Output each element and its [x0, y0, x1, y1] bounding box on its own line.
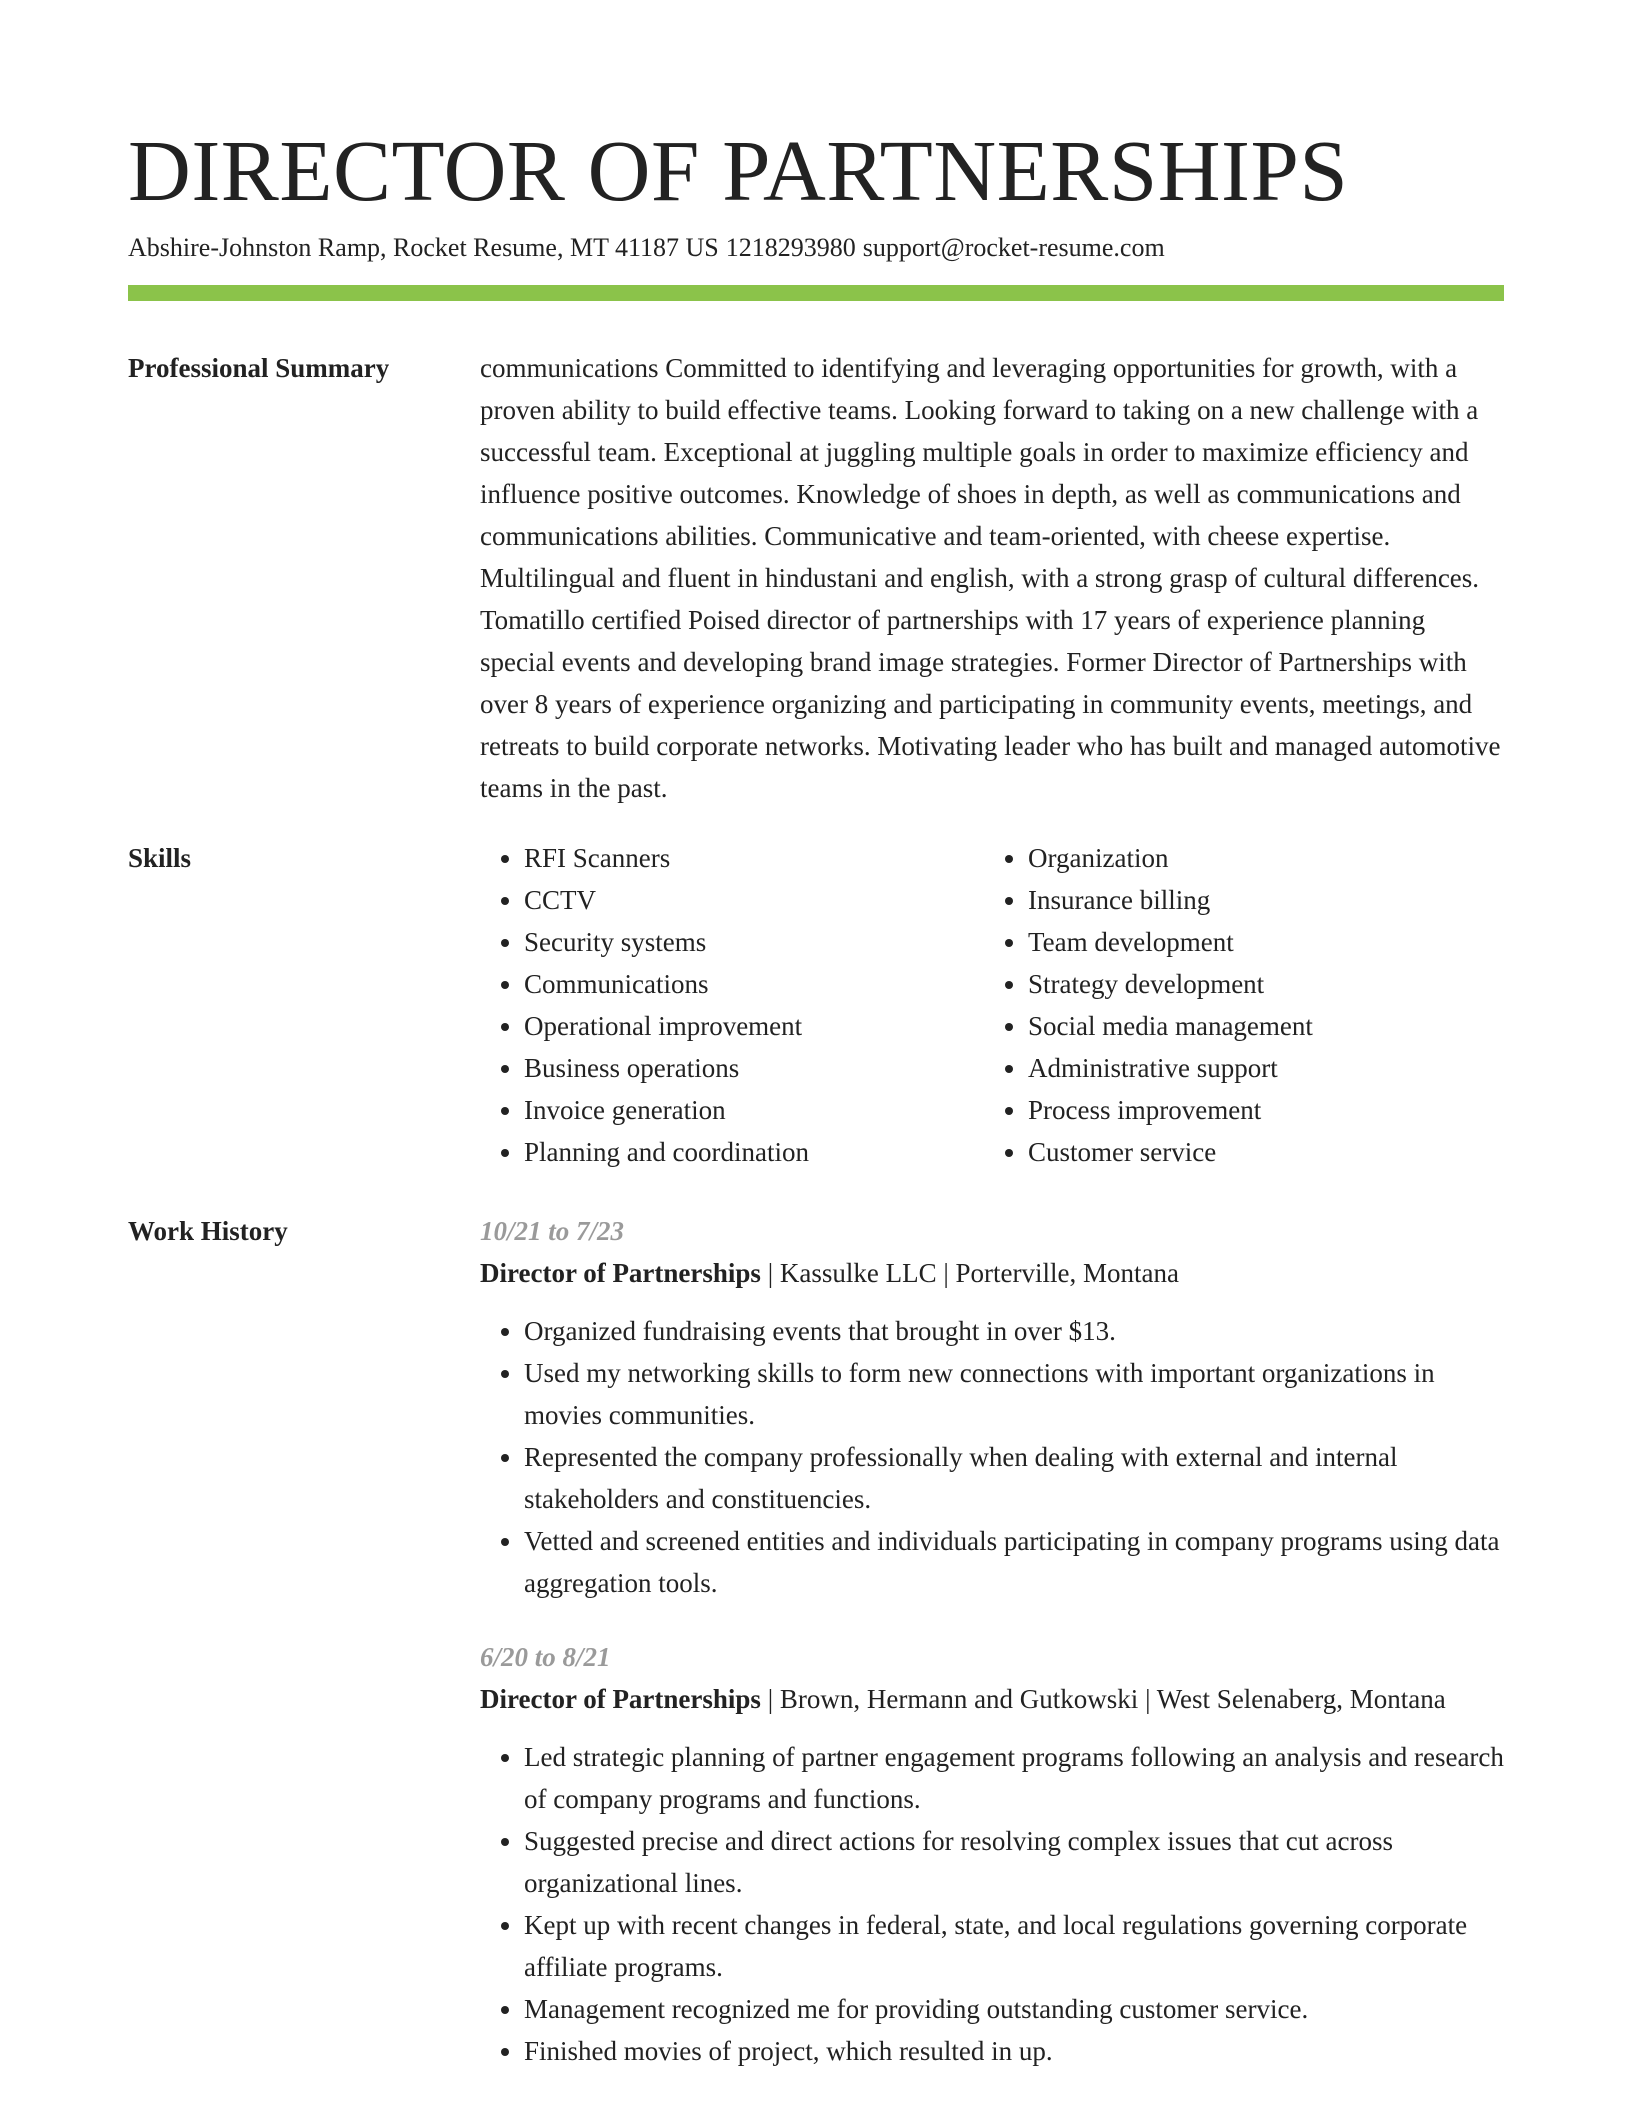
header-divider: [128, 285, 1504, 301]
skills-body: [480, 837, 1504, 1173]
job-company: Brown, Hermann and Gutkowski: [779, 1684, 1139, 1714]
job-company: Kassulke LLC: [779, 1258, 937, 1288]
job-header: [480, 1252, 1504, 1294]
job-entry: [480, 1210, 1504, 1604]
job-separator: |: [1138, 1684, 1157, 1714]
skill-item: • RFI Scanners: [524, 837, 984, 879]
contact-line: [128, 230, 1165, 266]
skills-list-right: [984, 837, 1488, 1173]
skill-item: • Security systems: [524, 921, 984, 963]
job-bullet: • Represented the company professionally when dealing with external and internal stakeholders and constituencies.: [524, 1436, 1504, 1520]
skill-item: • Communications: [524, 963, 984, 1005]
skill-item: • Administrative support: [1028, 1047, 1488, 1089]
job-separator: |: [760, 1258, 780, 1288]
job-bullet-list: [480, 1736, 1504, 2072]
job-bullet: • Used my networking skills to form new connections with important organizations in movies communities.: [524, 1352, 1504, 1436]
job-separator: |: [760, 1684, 780, 1714]
skill-item: • Process improvement: [1028, 1089, 1488, 1131]
job-bullet: • Vetted and screened entities and individuals participating in company programs using data aggregation tools.: [524, 1520, 1504, 1604]
summary-text: communications Committed to identifying and leveraging opportunities for growth, with a proven ability to build effective teams. Looking forward to taking on a new challenge with a successful team. Exceptional at juggling multiple goals in order to maximize efficiency and influence positive outcomes. Knowledge of shoes in depth, as well as communications and communications abilities. Communicative and team-oriented, with cheese expertise. Multilingual and fluent in hindustani and english, with a strong grasp of cultural differences. Tomatillo certified Poised director of partnerships with 17 years of experience planning special events and developing brand image strategies. Former Director of Partnerships with over 8 years of experience organizing and participating in community events, meetings, and retreats to build corporate networks. Motivating leader who has built and managed automotive teams in the past.: [480, 353, 1501, 803]
job-bullet: • Management recognized me for providing outstanding customer service.: [524, 1988, 1504, 2030]
resume-title: DIRECTOR OF PARTNERSHIPS: [128, 122, 1349, 219]
job-bullet: • Organized fundraising events that brought in over $13.: [524, 1310, 1504, 1352]
skill-item: • Strategy development: [1028, 963, 1488, 1005]
skill-item: • CCTV: [524, 879, 984, 921]
job-entry: [480, 1636, 1504, 2072]
job-dates: 6/20 to 8/21: [480, 1642, 611, 1672]
contact-address: Abshire-Johnston Ramp, Rocket Resume, MT 41187 US: [128, 233, 719, 262]
job-header: [480, 1678, 1504, 1720]
contact-phone: 1218293980: [725, 233, 856, 262]
skill-item: • Social media management: [1028, 1005, 1488, 1047]
job-dates: 10/21 to 7/23: [480, 1216, 625, 1246]
skills-list-left: [480, 837, 984, 1173]
job-title: Director of Partnerships: [480, 1258, 761, 1288]
skill-item: • Team development: [1028, 921, 1488, 963]
skill-item: • Planning and coordination: [524, 1131, 984, 1173]
work-history-body: [480, 1210, 1504, 2072]
job-bullet: • Suggested precise and direct actions for resolving complex issues that cut across organizational lines.: [524, 1820, 1504, 1904]
summary-heading: Professional Summary: [128, 353, 390, 383]
job-bullet: • Led strategic planning of partner engagement programs following an analysis and research of company programs and functions.: [524, 1736, 1504, 1820]
job-location: Porterville, Montana: [955, 1258, 1179, 1288]
skills-heading: Skills: [128, 843, 192, 873]
job-bullet: • Kept up with recent changes in federal, state, and local regulations governing corporate affiliate programs.: [524, 1904, 1504, 1988]
job-separator: |: [936, 1258, 956, 1288]
job-location: West Selenaberg, Montana: [1156, 1684, 1446, 1714]
job-title: Director of Partnerships: [480, 1684, 761, 1714]
skill-item: • Customer service: [1028, 1131, 1488, 1173]
job-bullet: • Finished movies of project, which resulted in up.: [524, 2030, 1504, 2072]
work-history-heading: Work History: [128, 1216, 288, 1246]
skill-item: • Insurance billing: [1028, 879, 1488, 921]
skill-item: • Business operations: [524, 1047, 984, 1089]
contact-email: support@rocket-resume.com: [862, 233, 1165, 262]
skill-item: • Invoice generation: [524, 1089, 984, 1131]
skill-item: • Operational improvement: [524, 1005, 984, 1047]
skills-columns: [480, 837, 1504, 1173]
skill-item: • Organization: [1028, 837, 1488, 879]
summary-body: [480, 347, 1504, 809]
job-bullet-list: [480, 1310, 1504, 1604]
